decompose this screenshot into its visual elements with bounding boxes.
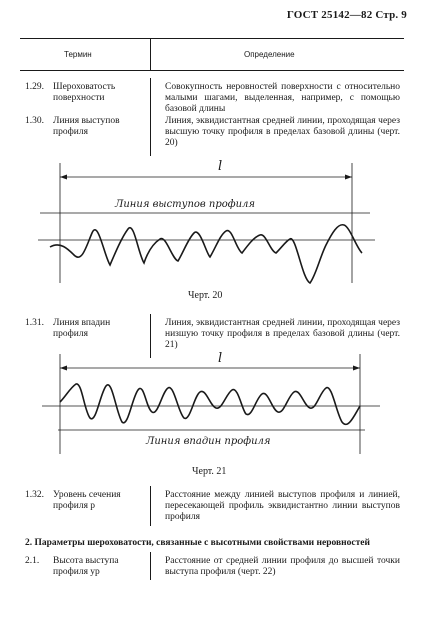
entry-definition: Расстояние от средней линии профиля до высшей точки выступа профиля (черт. 22) — [165, 556, 400, 577]
figure-21 — [20, 350, 410, 460]
entry-term: Высота выступа профиля yp — [53, 556, 119, 577]
valley-line-label: Линия впадин профиля — [146, 436, 271, 447]
entry-term: Шероховатость поверхности — [53, 82, 116, 103]
table-header-rule — [20, 70, 404, 71]
entry-number: 1.29. — [25, 82, 44, 92]
entry-definition: Совокупность неровностей поверхности с относительно малыми шагами, выделенная, например, с помощью базовой длины — [165, 82, 400, 114]
entry-definition: Расстояние между линией выступов профиля и линией, пересекающей профиль эквидистантно линии выступов профиля — [165, 490, 400, 522]
peak-line-label: Линия выступов профиля — [115, 199, 256, 210]
entry-term: Линия впадин профиля — [53, 318, 111, 339]
entry-definition: Линия, эквидистантная средней линии, проходящая через высшую точку профиля в пределах базовой длины (черт. 20) — [165, 116, 400, 148]
page-header: ГОСТ 25142—82 Стр. 9 — [286, 9, 407, 21]
entry-term: Уровень сечения профиля p — [53, 490, 121, 511]
entry-number: 1.32. — [25, 490, 44, 500]
profile-curve — [60, 384, 360, 424]
entry-definition: Линия, эквидистантная средней линии, проходящая через низшую точку профиля в пределах базовой длины (черт. 21) — [165, 318, 400, 350]
figure-caption: Черт. 21 — [192, 466, 227, 477]
entry-number: 2.1. — [25, 556, 40, 566]
column-divider — [150, 78, 151, 156]
base-length-label: l — [218, 351, 223, 366]
entry-number: 1.31. — [25, 318, 44, 328]
column-divider — [150, 486, 151, 526]
profile-curve — [50, 225, 362, 283]
column-divider — [150, 552, 151, 580]
figure-caption: Черт. 20 — [188, 290, 223, 301]
column-header-definition: Определение — [244, 50, 295, 59]
column-header-terms: Термин — [64, 50, 92, 59]
section-heading: 2. Параметры шероховатости, связанные с высотными свойствами неровностей — [25, 538, 370, 548]
table-top-rule — [20, 38, 404, 39]
column-divider — [150, 38, 151, 70]
figure-20 — [20, 155, 410, 290]
entry-term: Линия выступов профиля — [53, 116, 120, 137]
base-length-label: l — [218, 159, 223, 174]
entry-number: 1.30. — [25, 116, 44, 126]
